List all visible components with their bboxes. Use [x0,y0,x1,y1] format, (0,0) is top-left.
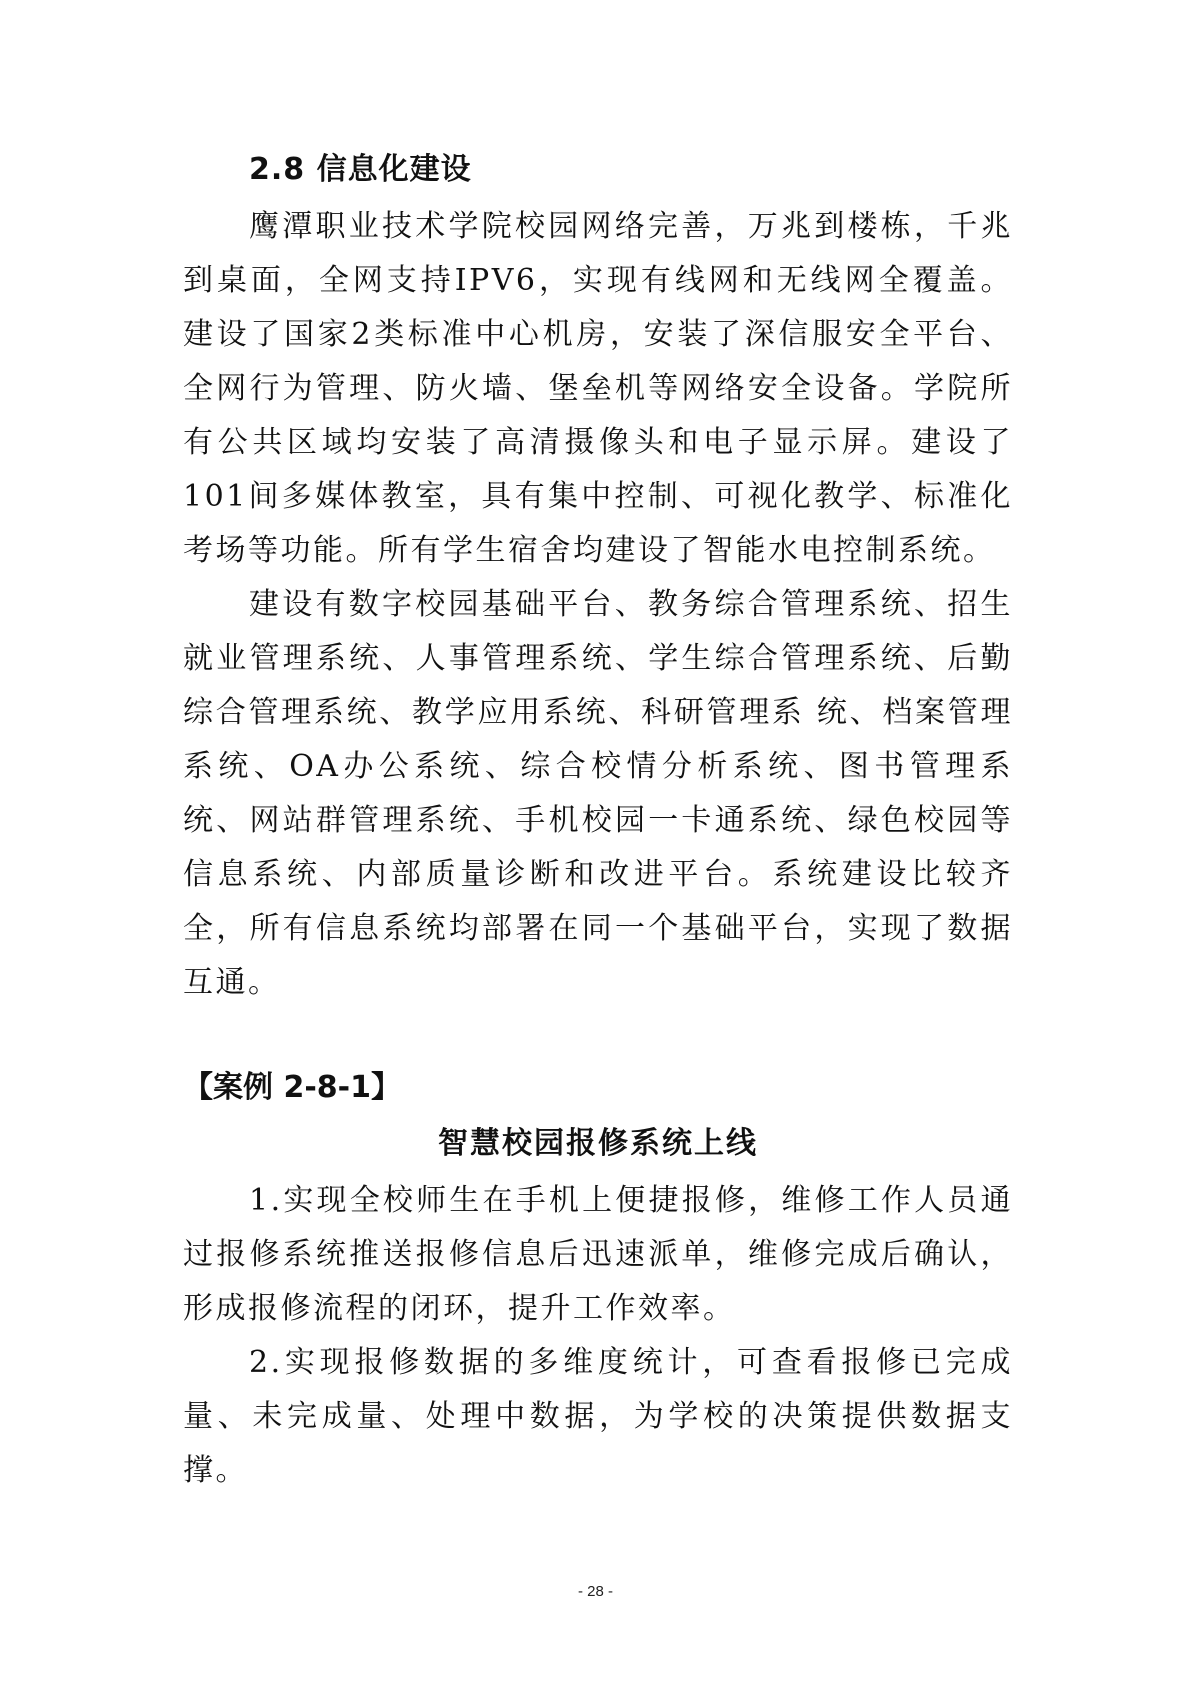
section-heading: 2.8 信息化建设 [249,152,472,187]
page-number: - 28 - [577,1583,613,1600]
page-content [183,148,1013,1498]
body-paragraph: 鹰潭职业技术学院校园网络完善，万兆到楼栋，千兆到桌面，全网支持IPV6，实现有线网和无线网全覆盖。建设了国家2类标准中心机房，安装了深信服安全平台、全网行为管理、防火墙、堡垒机等网络安全设备。学院所有公共区域均安装了高清摄像头和电子显示屏。建设了101间多媒体教室，具有集中控制、可视化教学、标准化考场等功能。所有学生宿舍均建设了智能水电控制系统。 [183,209,1013,568]
body-paragraph: 建设有数字校园基础平台、教务综合管理系统、招生就业管理系统、人事管理系统、学生综合管理系统、后勤综合管理系统、教学应用系统、科研管理系 统、档案管理系统、OA办公系统、综合校情分析系统、图书管理系统、网站群管理系统、手机校园一卡通系统、绿色校园等信息系统、内部质量诊断和改进平台。系统建设比较齐全，所有信息系统均部署在同一个基础平台，实现了数据互通。 [183,587,1013,1000]
case-item: 1.实现全校师生在手机上便捷报修，维修工作人员通过报修系统推送报修信息后迅速派单，维修完成后确认，形成报修流程的闭环，提升工作效率。 [183,1183,1013,1326]
case-item: 2.实现报修数据的多维度统计，可查看报修已完成量、未完成量、处理中数据，为学校的决策提供数据支撑。 [183,1345,1013,1488]
case-label: 【案例 2-8-1】 [183,1070,401,1105]
case-title: 智慧校园报修系统上线 [438,1126,758,1161]
